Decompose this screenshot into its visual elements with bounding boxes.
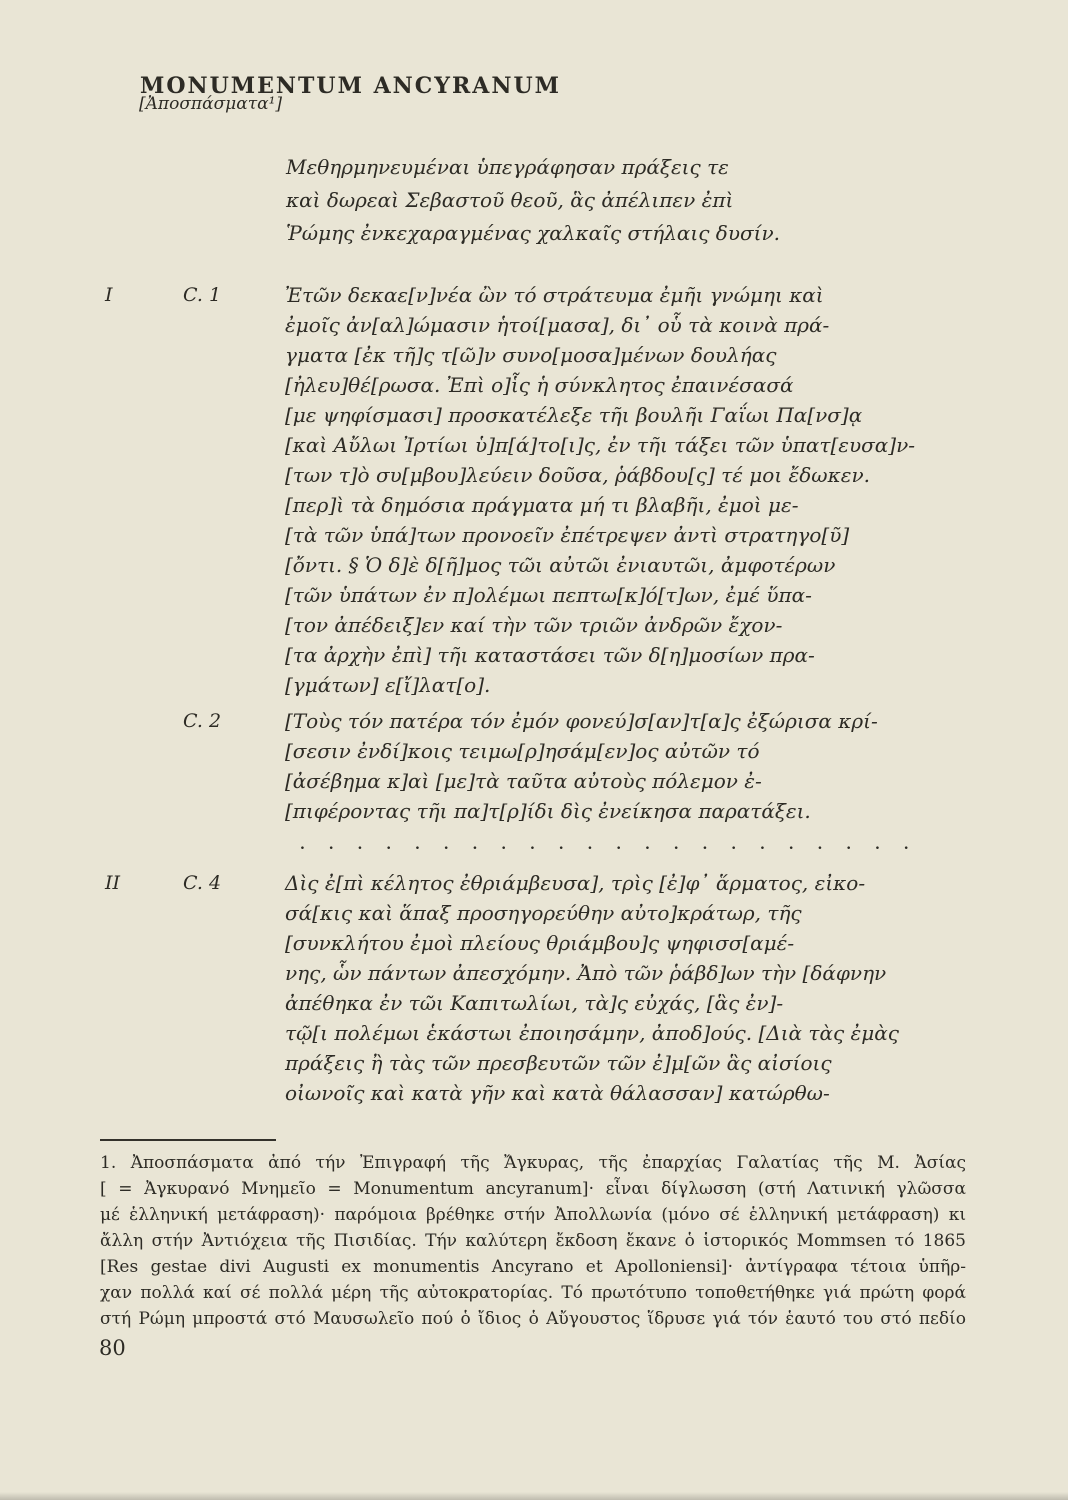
text-line: [τὰ τῶν ὑπά]των προνοεῖν ἐπέτρεψεν ἀντὶ στρατηγο[ῦ] — [285, 523, 850, 547]
text-line: τῷ[ι πολέμωι ἑκάστωι ἐποιησάμην, ἀποδ]ούς. [Διὰ τὰς ἐμὰς — [285, 1021, 899, 1045]
epigraph-line: Μεθηρμηνευμέναι ὑπεγράφησαν πράξεις τε — [286, 155, 729, 179]
epigraph-line: καὶ δωρεαὶ Σεβαστοῦ θεοῦ, ἃς ἀπέλιπεν ἐπὶ — [286, 188, 734, 212]
text-line: ἀπέθηκα ἐν τῶι Καπιτωλίωι, τὰ]ς εὐχάς, [ἃς ἐν]- — [285, 991, 784, 1015]
section-c2 — [105, 706, 1028, 826]
footnote-line: στή Ρώμη μπροστά στό Μαυσωλεῖο πού ὁ ἴδιος ὁ Αὔγουστος ἵδρυσε γιά τόν ἑαυτό του στό πεδίο — [100, 1309, 966, 1329]
text-line: [των τ]ὸ συ[μβου]λεύειν δοῦσα, ῥάβδου[ς] τέ μοι ἔδωκεν. — [285, 463, 870, 487]
section-lines — [285, 868, 1028, 1108]
text-line: [ἀσέβημα κ]αὶ [με]τὰ ταῦτα αὐτοὺς πόλεμον ἐ- — [285, 769, 762, 793]
text-line: [με ψηφίσμασι] προσκατέλεξε τῆι βουλῆι Γαΐωι Πα[νσ]ᾳ — [285, 403, 863, 427]
text-line: [ὄντι. § Ὁ δ]ὲ δ[ῆ]μος τῶι αὐτῶι ἐνιαυτῶι, ἀμφοτέρων — [285, 553, 836, 577]
page-number: 80 — [99, 1336, 126, 1360]
footnote-line: χαν πολλά καί σέ πολλά μέρη τῆς αὐτοκρατορίας. Τό πρωτότυπο τοποθετήθηκε γιά πρώτη φορά — [100, 1283, 966, 1303]
section-c4 — [105, 868, 1028, 1108]
text-line: [σεσιν ἐνδί]κοις τειμω[ρ]ησάμ[εν]ος αὐτῶν τό — [285, 739, 760, 763]
section-c1 — [105, 280, 1028, 700]
text-line: [πιφέροντας τῆι πα]τ[ρ]ίδι δὶς ἐνείκησα παρατάξει. — [285, 799, 811, 823]
text-line: [τα ἀρχὴν ἐπὶ] τῆι καταστάσει τῶν δ[η]μοσίων πρα- — [285, 643, 815, 667]
text-line: [τον ἀπέδειξ]εν καί τὴν τῶν τριῶν ἀνδρῶν ἔχον- — [285, 613, 783, 637]
page-subtitle: [Ἀποσπάσματα¹] — [139, 94, 283, 114]
text-line: γματα [ἐκ τῆ]ς τ[ῶ]ν συνο[μοσα]μένων δουλήας — [285, 343, 777, 367]
text-line: [καὶ Αὔλωι Ἰρτίωι ὑ]π[ά]το[ι]ς, ἐν τῆι τάξει τῶν ὑπατ[ευσα]ν- — [285, 433, 916, 457]
text-line: νης, ὧν πάντων ἀπεσχόμην. Ἀπὸ τῶν ῥάβδ]ων τὴν [δάφνην — [285, 961, 887, 985]
text-line: [περ]ὶ τὰ δημόσια πράγματα μή τι βλαβῆι, ἐμοὶ με- — [285, 493, 799, 517]
text-line: [Τοὺς τόν πατέρα τόν ἐμόν φονεύ]σ[αν]τ[α]ς ἐξώρισα κρί- — [285, 709, 878, 733]
footnote-rule — [100, 1139, 276, 1141]
section-numeral: I — [105, 284, 113, 306]
section-lines — [285, 706, 1028, 826]
chapter-label: C. 2 — [183, 710, 222, 732]
ellipsis-divider: . . . . . . . . . . . . . . . . . . . . . . — [300, 837, 910, 853]
epigraph-line: Ῥώμης ἐνκεχαραγμένας χαλκαῖς στήλαις δυσίν. — [286, 221, 780, 245]
text-line: οἰωνοῖς καὶ κατὰ γῆν καὶ κατὰ θάλασσαν] κατώρθω- — [285, 1081, 830, 1105]
chapter-label: C. 4 — [183, 872, 222, 894]
footnote-line: [Res gestae divi Augusti ex monumentis Ancyrano et Apolloniensi]· ἀντίγραφα τέτοια ὑπῆρ- — [100, 1257, 966, 1277]
text-line: [γμάτων] ε[ἴ]λατ[ο]. — [285, 673, 491, 697]
text-line: [τῶν ὑπάτων ἐν π]ολέμωι πεπτω[κ]ό[τ]ων, ἐμέ ὕπα- — [285, 583, 812, 607]
footnote-line: 1. Ἀποσπάσματα ἀπό τήν Ἐπιγραφή τῆς Ἄγκυρας, τῆς ἐπαρχίας Γαλατίας τῆς Μ. Ἀσίας — [100, 1153, 966, 1173]
footnote-line: ἄλλη στήν Ἀντιόχεια τῆς Πισιδίας. Τήν καλύτερη ἔκδοση ἔκανε ὁ ἱστορικός Mommsen τό 1865 — [100, 1231, 966, 1251]
text-line: [συνκλήτου ἐμοὶ πλείους θριάμβου]ς ψηφισσ[αμέ- — [285, 931, 795, 955]
text-line: ἐμοῖς ἀν[αλ]ώμασιν ἡτοί[μασα], δι᾽ οὗ τὰ κοινὰ πρά- — [285, 313, 830, 337]
epigraph — [286, 151, 780, 250]
section-numeral: II — [105, 872, 121, 894]
text-line: Ἐτῶν δεκαε[ν]νέα ὢν τό στράτευμα ἐμῆι γνώμηι καὶ — [285, 283, 824, 307]
text-line: [ἠλευ]θέ[ρωσα. Ἐπὶ ο]ἷς ἡ σύνκλητος ἐπαινέσασά — [285, 373, 794, 397]
text-body — [105, 280, 1028, 1108]
text-line: πράξεις ἢ τὰς τῶν πρεσβευτῶν τῶν ἐ]μ[ῶν ἃς αἰσίοις — [285, 1051, 832, 1075]
footnote-line: [ = Ἀγκυρανό Μνημεῖο = Monumentum ancyranum]· εἶναι δίγλωσση (στή Λατινική γλῶσσα — [100, 1179, 966, 1199]
section-lines — [285, 280, 1028, 700]
text-line: Δὶς ἐ[πὶ κέλητος ἐθριάμβευσα], τρὶς [ἐ]φ᾽ ἅρματος, εἰκο- — [285, 871, 866, 895]
footnote-line: μέ ἑλληνική μετάφραση)· παρόμοια βρέθηκε στήν Ἀπολλωνία (μόνο σέ ἑλληνική μετάφραση) κι — [100, 1205, 966, 1225]
text-line: σά[κις καὶ ἅπαξ προσηγορεύθην αὐτο]κράτωρ, τῆς — [285, 901, 802, 925]
chapter-label: C. 1 — [183, 284, 222, 306]
footnote — [100, 1150, 966, 1332]
page-title: MONUMENTUM ANCYRANUM — [140, 72, 562, 99]
